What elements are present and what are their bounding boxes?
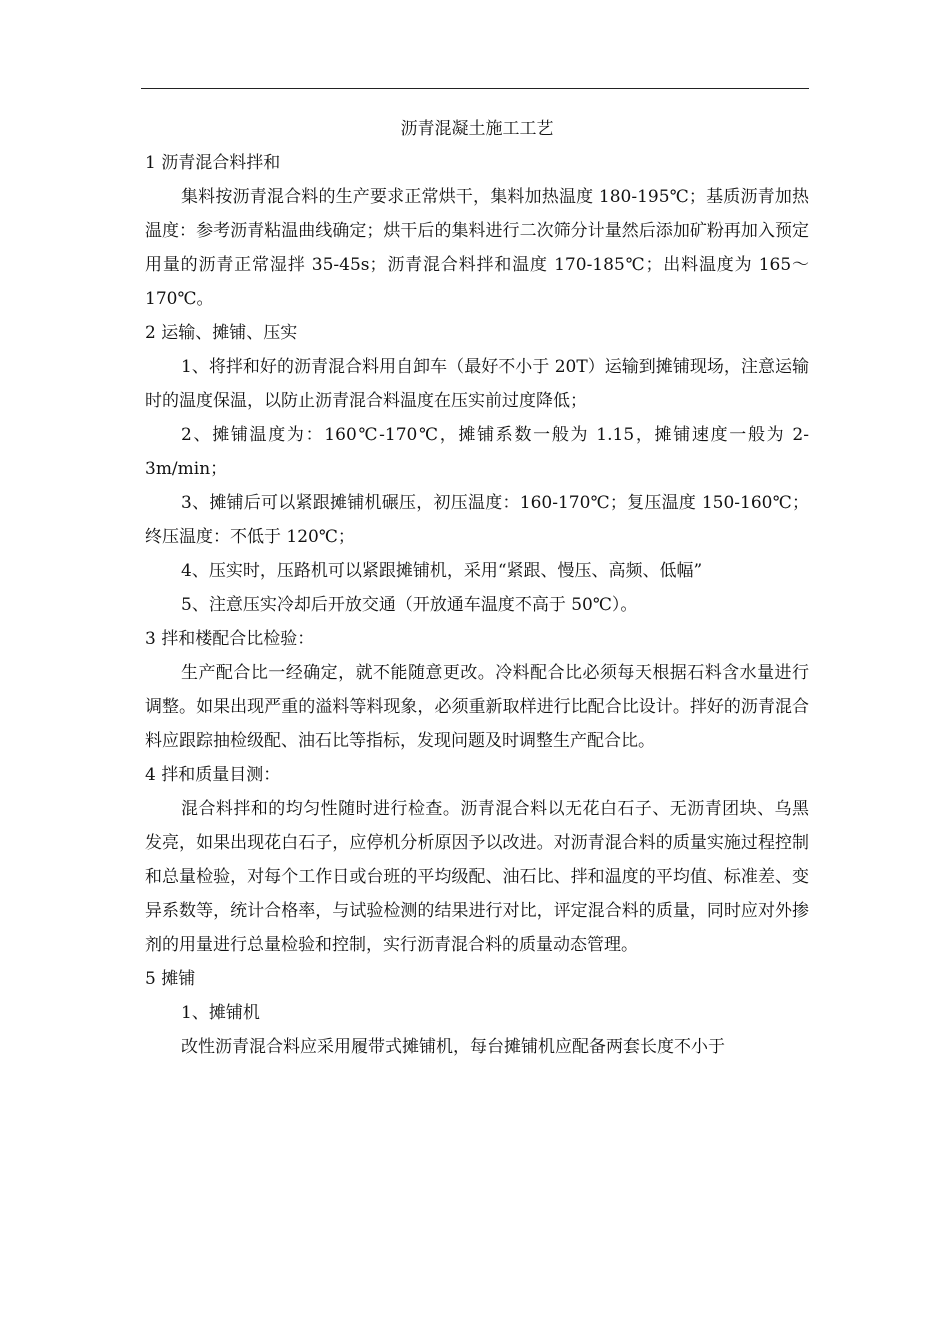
section-mixing <box>145 146 809 316</box>
paragraph: 1、摊铺机 <box>181 1003 260 1023</box>
section-transport-paving <box>145 316 809 622</box>
section-heading: 5 摊铺 <box>145 969 196 989</box>
paragraph: 生产配合比一经确定，就不能随意更改。冷料配合比必须每天根据石料含水量进行调整。如果出现严重的溢料等料现象，必须重新取样进行比配合比设计。拌好的沥青混合料应跟踪抽检级配、油石比等指标，发现问题及时调整生产配合比。 <box>145 663 809 751</box>
paragraph: 改性沥青混合料应采用履带式摊铺机，每台摊铺机应配备两套长度不小于 <box>181 1037 725 1057</box>
section-heading: 3 拌和楼配合比检验： <box>145 629 315 649</box>
paragraph: 4、压实时，压路机可以紧跟摊铺机，采用“紧跟、慢压、高频、低幅” <box>181 561 703 581</box>
paragraph: 集料按沥青混合料的生产要求正常烘干，集料加热温度 180-195℃；基质沥青加热温度：参考沥青粘温曲线确定；烘干后的集料进行二次筛分计量然后添加矿粉再加入预定用量的沥青正常湿拌 35-45s；沥青混合料拌和温度 170-185℃；出料温度为 165～170℃。 <box>145 187 809 309</box>
section-heading: 1 沥青混合料拌和 <box>145 153 281 173</box>
header-rule <box>141 88 809 89</box>
section-mix-ratio-check <box>145 622 809 758</box>
document-title: 沥青混凝土施工工艺 <box>400 119 554 139</box>
paragraph: 1、将拌和好的沥青混合料用自卸车（最好不小于 20T）运输到摊铺现场，注意运输时的温度保温，以防止沥青混合料温度在压实前过度降低； <box>145 357 809 411</box>
paragraph: 2、摊铺温度为：160℃-170℃，摊铺系数一般为 1.15，摊铺速度一般为 2-3m/min； <box>145 425 809 479</box>
section-heading: 2 运输、摊铺、压实 <box>145 323 298 343</box>
section-paving <box>145 962 809 1064</box>
paragraph: 5、注意压实冷却后开放交通（开放通车温度不高于 50℃）。 <box>181 595 638 615</box>
paragraph: 3、摊铺后可以紧跟摊铺机碾压，初压温度：160-170℃；复压温度 150-160℃；终压温度：不低于 120℃； <box>145 493 809 547</box>
document-body <box>145 112 809 1064</box>
section-visual-inspection <box>145 758 809 962</box>
section-heading: 4 拌和质量目测： <box>145 765 281 785</box>
paragraph: 混合料拌和的均匀性随时进行检查。沥青混合料以无花白石子、无沥青团块、乌黑发亮，如果出现花白石子，应停机分析原因予以改进。对沥青混合料的质量实施过程控制和总量检验，对每个工作日或台班的平均级配、油石比、拌和温度的平均值、标准差、变异系数等，统计合格率，与试验检测的结果进行对比，评定混合料的质量，同时应对外掺剂的用量进行总量检验和控制，实行沥青混合料的质量动态管理。 <box>145 799 809 955</box>
